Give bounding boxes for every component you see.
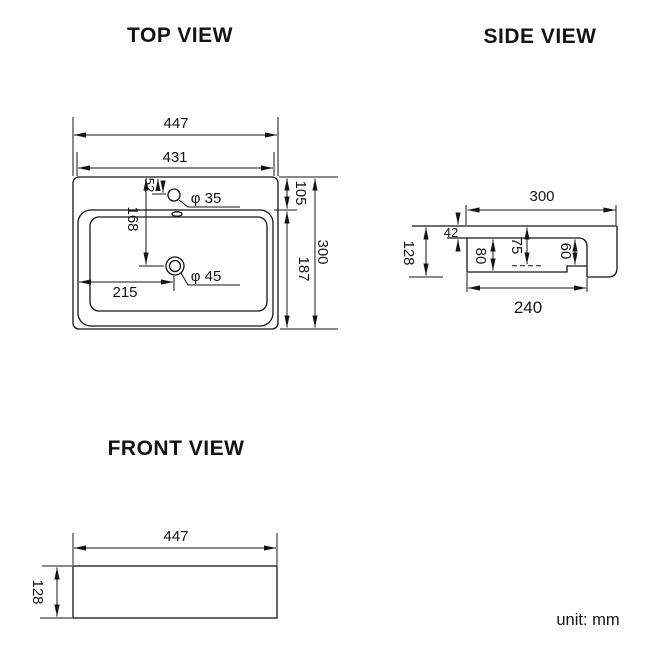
dim-deck-depth: 105 — [292, 180, 309, 206]
dim-overflow-height: 75 — [508, 237, 525, 255]
drain-hole-outer — [166, 257, 184, 275]
top-view — [73, 24, 338, 329]
faucet-hole — [168, 189, 180, 201]
side-view-title: SIDE VIEW — [483, 25, 597, 48]
dim-front-height: 128 — [29, 579, 46, 605]
side-back-profile — [587, 226, 617, 277]
top-view-dimensions — [74, 115, 331, 328]
drain-hole-inner — [170, 261, 181, 272]
dim-side-height: 128 — [400, 240, 417, 266]
front-body-outline — [73, 566, 277, 618]
dim-side-depth: 300 — [529, 188, 555, 205]
overflow-hole — [172, 212, 182, 216]
dim-faucet-offset: 52 — [142, 177, 157, 193]
basin-outer-rim — [78, 210, 273, 326]
dim-drain-hole-diameter: φ 45 — [190, 268, 222, 285]
front-view — [29, 437, 277, 618]
dim-rim-thickness: 42 — [443, 225, 459, 240]
dim-drain-from-left: 215 — [112, 284, 138, 301]
dim-overall-depth: 300 — [314, 239, 331, 265]
unit-note: unit: mm — [556, 611, 620, 629]
side-view-dimensions — [400, 188, 616, 317]
dim-back-recess-height: 60 — [557, 242, 574, 260]
dim-inner-rim-width: 431 — [162, 149, 188, 166]
sink-outer-outline — [73, 177, 278, 329]
front-view-title: FRONT VIEW — [107, 437, 245, 460]
dim-base-depth: 240 — [513, 298, 543, 317]
front-view-dimensions — [29, 528, 276, 617]
dim-overall-width: 447 — [163, 115, 189, 132]
dim-drain-from-back: 168 — [124, 206, 141, 232]
dim-bowl-height: 80 — [472, 247, 489, 265]
dim-faucet-hole-diameter: φ 35 — [190, 190, 222, 207]
dim-front-width: 447 — [163, 528, 189, 545]
front-view-outline — [73, 566, 277, 618]
side-view — [400, 25, 617, 317]
front-view-extension-lines — [40, 533, 277, 618]
top-view-title: TOP VIEW — [127, 24, 233, 47]
dim-basin-depth: 187 — [295, 256, 312, 282]
top-view-outline — [73, 177, 278, 329]
